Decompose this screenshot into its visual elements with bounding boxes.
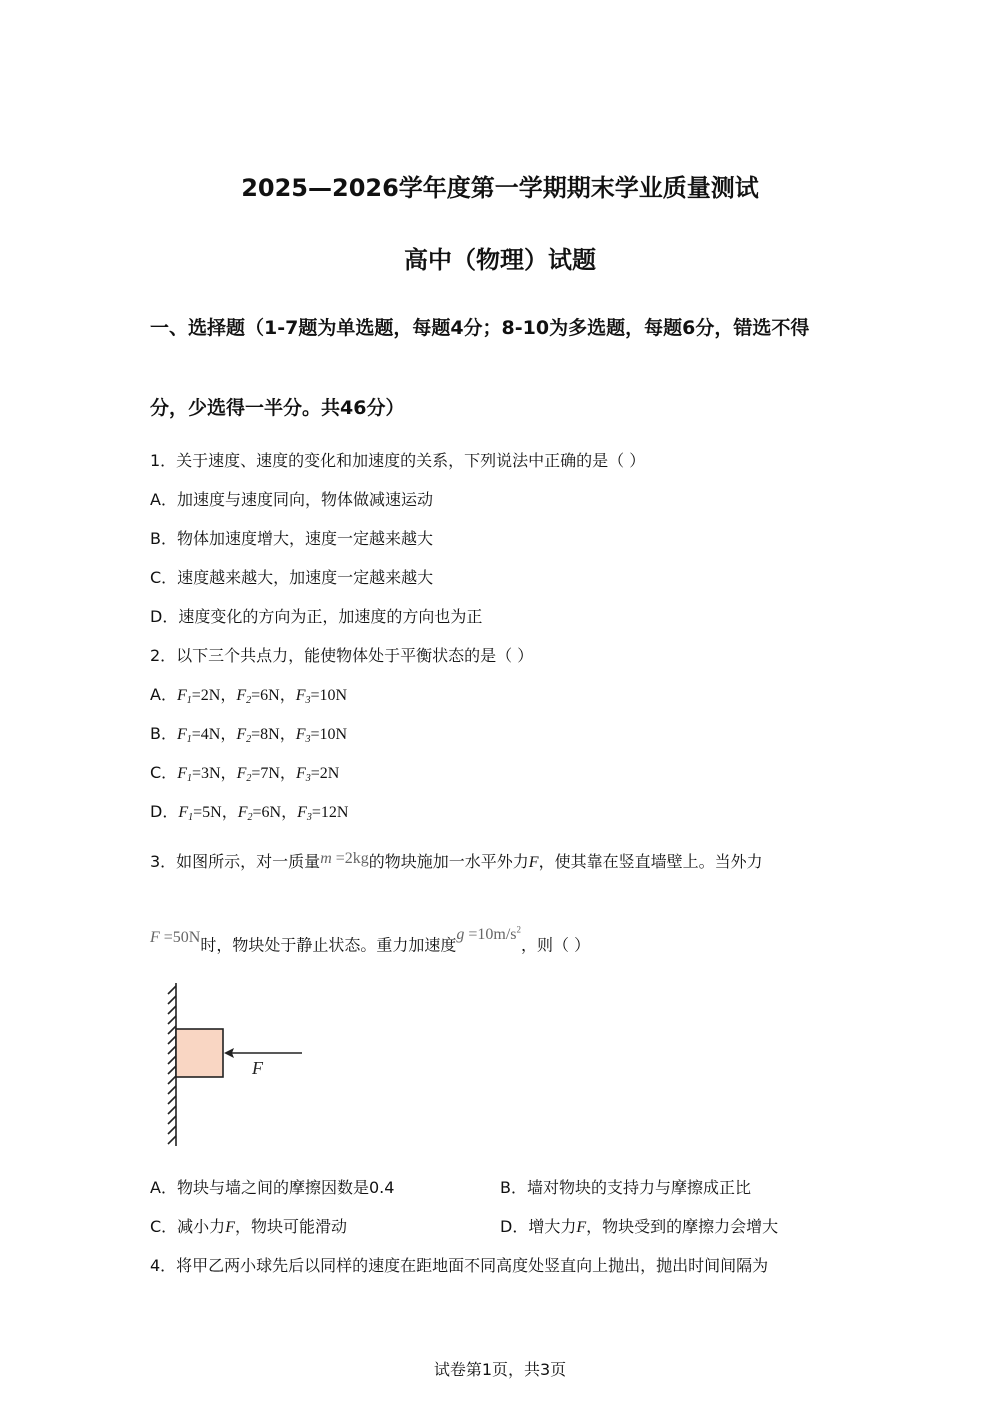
option-letter: A． xyxy=(150,685,177,704)
force-value: =2N xyxy=(310,765,340,782)
mass-formula xyxy=(320,850,369,867)
subscript: 1 xyxy=(186,734,192,745)
text-segment: 的物块施加一水平外力 xyxy=(368,852,529,871)
q3-option-b: B．墙对物块的支持力与摩擦成正比 xyxy=(500,1178,751,1197)
force-symbol: F xyxy=(576,1219,587,1236)
text-segment: ，则（ ） xyxy=(521,935,591,955)
subscript: 1 xyxy=(186,773,192,784)
q2-stem: 2．以下三个共点力，能使物体处于平衡状态的是（ ） xyxy=(150,646,534,665)
q2-option-d xyxy=(150,801,348,829)
gravity-value: =10m/s xyxy=(464,926,517,944)
exam-subtitle: 高中（物理）试题 xyxy=(404,246,596,274)
text-segment: 时，物块处于静止状态。重力加速度 xyxy=(200,935,457,955)
force-value: =10N xyxy=(310,687,348,704)
force-symbol: F xyxy=(178,804,189,821)
q3-option-a: A．物块与墙之间的摩擦因数是0.4 xyxy=(150,1178,395,1197)
force-value: =10N xyxy=(310,726,348,743)
force-symbol: F xyxy=(236,687,247,704)
subscript: 2 xyxy=(246,734,252,745)
exam-title: 2025—2026学年度第一学期期末学业质量测试 xyxy=(241,174,759,202)
section-heading-line1: 一、选择题（1-7题为单选题，每题4分；8-10为多选题，每题6分，错选不得 xyxy=(150,317,810,339)
option-letter: D． xyxy=(150,802,179,821)
q4-stem: 4．将甲乙两小球先后以同样的速度在距地面不同高度处竖直向上抛出，抛出时间间隔为 xyxy=(150,1256,769,1275)
q3-stem-line1 xyxy=(150,851,763,874)
q3-stem-line2 xyxy=(150,925,591,957)
force-value: =7N， xyxy=(251,765,296,782)
text-segment: ，使其靠在竖直墙壁上。当外力 xyxy=(538,852,763,871)
q3-option-d xyxy=(500,1216,778,1239)
subscript: 2 xyxy=(246,695,252,706)
subscript: 2 xyxy=(247,812,253,823)
force-symbol: F xyxy=(150,929,160,947)
subscript: 3 xyxy=(306,812,312,823)
force-value: =8N， xyxy=(251,726,296,743)
page-footer: 试卷第1页，共3页 xyxy=(433,1360,567,1379)
subscript: 1 xyxy=(188,812,194,823)
text-segment: ，物块可能滑动 xyxy=(234,1217,347,1236)
force-symbol: F xyxy=(236,765,247,782)
force-symbol: F xyxy=(295,687,306,704)
q2-option-a xyxy=(150,684,347,712)
force-symbol: F xyxy=(236,726,247,743)
force-formula xyxy=(150,929,200,946)
text-segment: C．减小力 xyxy=(150,1217,226,1236)
q1-option-c: C．速度越来越大，加速度一定越来越大 xyxy=(150,568,434,587)
force-value: =2N， xyxy=(191,687,237,704)
gravity-symbol: g xyxy=(456,926,465,944)
wall-hatching xyxy=(168,983,176,1146)
q2-option-c xyxy=(150,762,339,790)
force-symbol: F xyxy=(237,804,248,821)
subscript: 3 xyxy=(305,695,311,706)
force-symbol: F xyxy=(295,765,306,782)
force-value: =6N， xyxy=(252,804,298,821)
subscript: 2 xyxy=(246,773,252,784)
subscript: 1 xyxy=(186,695,192,706)
wall-block-figure xyxy=(160,978,340,1153)
q1-option-a: A．加速度与速度同向，物体做减速运动 xyxy=(150,490,433,509)
text-segment: D．增大力 xyxy=(500,1217,577,1236)
force-symbol: F xyxy=(177,765,187,782)
force-symbol: F xyxy=(176,726,187,743)
force-symbol: F xyxy=(225,1219,235,1236)
force-symbol: F xyxy=(528,854,539,871)
force-value: =4N， xyxy=(191,726,237,743)
option-letter: C． xyxy=(150,763,178,782)
exponent: 2 xyxy=(516,925,522,935)
block xyxy=(176,1029,223,1077)
force-symbol: F xyxy=(176,687,187,704)
q1-option-b: B．物体加速度增大，速度一定越来越大 xyxy=(150,529,433,548)
force-value: =50N xyxy=(159,929,201,947)
force-label: F xyxy=(252,1058,263,1078)
subscript: 3 xyxy=(305,773,311,784)
q1-stem: 1．关于速度、速度的变化和加速度的关系，下列说法中正确的是（ ） xyxy=(150,451,646,470)
gravity-formula xyxy=(456,926,521,943)
force-value: =12N xyxy=(311,804,349,821)
q2-option-b xyxy=(150,723,347,751)
force-symbol: F xyxy=(297,804,307,821)
text-segment: 3．如图所示，对一质量 xyxy=(150,852,321,871)
force-value: =3N， xyxy=(191,765,237,782)
force-value: =6N， xyxy=(251,687,296,704)
mass-value: =2kg xyxy=(331,850,369,867)
force-symbol: F xyxy=(295,726,306,743)
q1-option-d: D．速度变化的方向为正，加速度的方向也为正 xyxy=(150,607,483,626)
force-value: =5N， xyxy=(193,804,238,821)
mass-symbol: m xyxy=(320,850,332,867)
subscript: 3 xyxy=(305,734,311,745)
q3-option-c xyxy=(150,1216,347,1239)
text-segment: ，物块受到的摩擦力会增大 xyxy=(586,1217,779,1236)
section-heading-line2: 分，少选得一半分。共46分） xyxy=(150,397,405,419)
option-letter: B． xyxy=(150,724,177,743)
